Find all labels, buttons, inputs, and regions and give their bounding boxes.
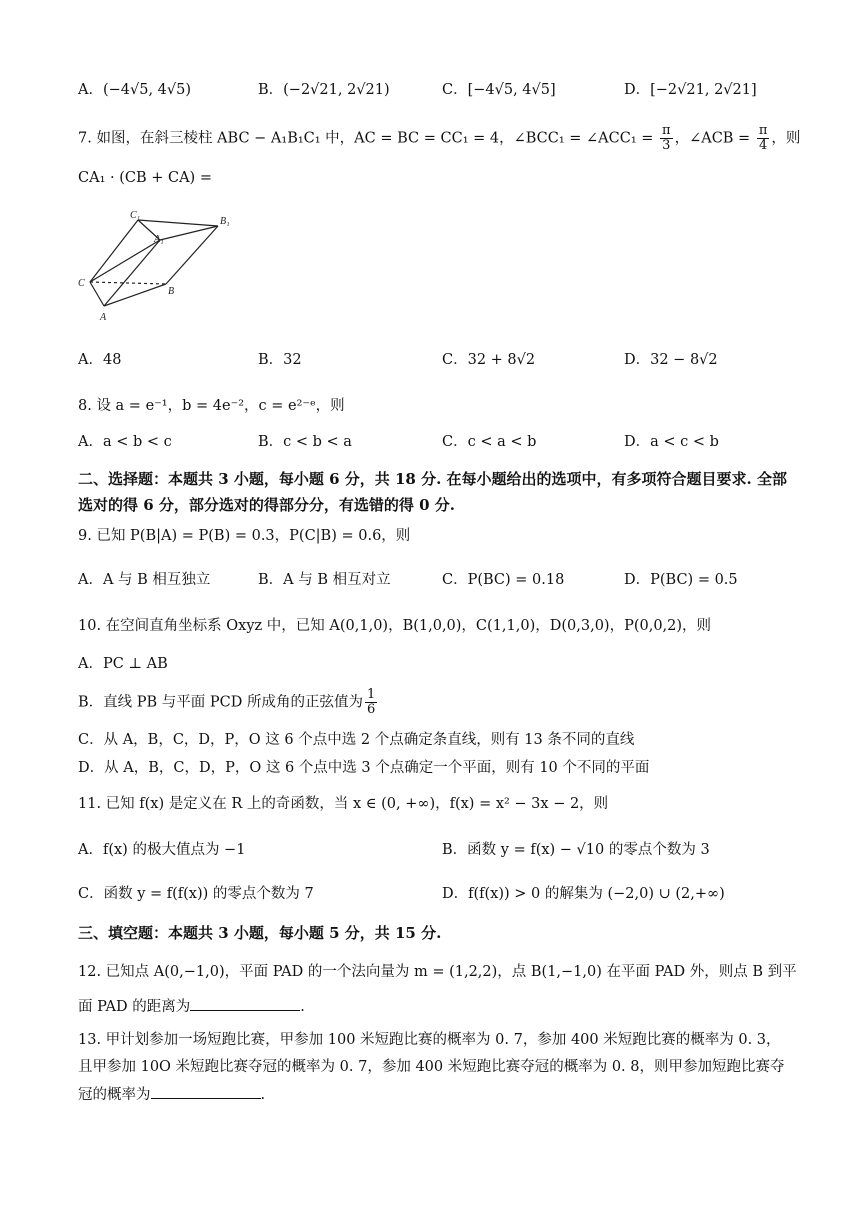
q10-fraction-1-6 xyxy=(365,688,377,717)
label-c: C xyxy=(78,278,85,289)
prism-figure xyxy=(72,210,242,328)
edge-a1-b1 xyxy=(160,226,218,240)
q7-option-a: A．48 xyxy=(78,352,122,368)
q10-option-c: C．从 A，B，C，D，P，O 这 6 个点中选 2 个点确定条直线，则有 13 条不同的直线 xyxy=(78,732,635,748)
q10-frac-num: 1 xyxy=(366,687,376,702)
q8-stem: 8. 设 a = e⁻¹，b = 4e⁻²，c = e²⁻ᵉ，则 xyxy=(78,398,345,414)
q12-answer-blank[interactable] xyxy=(190,996,300,1011)
label-b1: B₁ xyxy=(220,216,230,227)
q7-stem-tail: ，则 xyxy=(771,130,801,147)
q7-option-b: B．32 xyxy=(258,352,302,368)
q8-option-c: C．c < a < b xyxy=(442,434,537,450)
q13-line1: 13. 甲计划参加一场短跑比赛，甲参加 100 米短跑比赛的概率为 0. 7，参加 400 米短跑比赛的概率为 0. 3， xyxy=(78,1032,781,1048)
q8-option-a: A．a < b < c xyxy=(78,434,172,450)
q7-option-c: C．32 + 8√2 xyxy=(442,352,536,368)
label-a: A xyxy=(100,312,107,323)
q7-frac1-num: π xyxy=(662,123,671,138)
q12-line2 xyxy=(78,996,305,1017)
q6-option-d: D．[−2√21, 2√21] xyxy=(624,82,757,98)
q6-option-b: B．(−2√21, 2√21) xyxy=(258,82,390,98)
q9-option-d: D．P(BC) = 0.5 xyxy=(624,572,738,588)
q13-line3-text: 冠的概率为 xyxy=(78,1087,151,1103)
label-b: B xyxy=(168,286,175,297)
q6-option-a: A．(−4√5, 4√5) xyxy=(78,82,192,98)
q7-expression: CA₁ · (CB + CA) = xyxy=(78,170,212,186)
q11-option-b: B．函数 y = f(x) − √10 的零点个数为 3 xyxy=(442,842,710,858)
q11-option-a: A．f(x) 的极大值点为 −1 xyxy=(78,842,246,858)
q11-stem: 11. 已知 f(x) 是定义在 R 上的奇函数，当 x ∈ (0, +∞)，f(x) = x² − 3x − 2，则 xyxy=(78,796,609,812)
q13-line2: 且甲参加 10O 米短跑比赛夺冠的概率为 0. 7，参加 400 米短跑比赛夺冠的概率为 0. 8，则甲参加短跑比赛夺 xyxy=(78,1059,785,1075)
q7-fraction-pi-4 xyxy=(757,124,770,153)
label-c1: C₁ xyxy=(130,210,141,221)
q9-stem: 9. 已知 P(B|A) = P(B) = 0.3，P(C|B) = 0.6，则 xyxy=(78,528,411,544)
q11-option-c: C．函数 y = f(f(x)) 的零点个数为 7 xyxy=(78,886,314,902)
edge-c-a xyxy=(90,282,104,306)
q10-option-b-text: B．直线 PB 与平面 PCD 所成角的正弦值为 xyxy=(78,694,363,711)
edge-c-b-hidden xyxy=(90,282,166,284)
edge-b-b1 xyxy=(166,226,218,284)
q6-option-c: C．[−4√5, 4√5] xyxy=(442,82,556,98)
q13-line3-end: . xyxy=(260,1087,266,1103)
edge-c1-b1 xyxy=(138,220,218,226)
label-a1: A₁ xyxy=(154,234,164,245)
q7-stem xyxy=(78,124,800,153)
q11-option-d: D．f(f(x)) > 0 的解集为 (−2,0) ∪ (2,+∞) xyxy=(442,886,725,902)
q8-option-d: D．a < c < b xyxy=(624,434,719,450)
edge-c-a1 xyxy=(90,240,160,282)
q9-option-c: C．P(BC) = 0.18 xyxy=(442,572,565,588)
q7-frac2-num: π xyxy=(758,123,768,138)
q12-line1: 12. 已知点 A(0,−1,0)，平面 PAD 的一个法向量为 m = (1,2,2)，点 B(1,−1,0) 在平面 PAD 外，则点 B 到平 xyxy=(78,964,797,980)
q10-frac-den: 6 xyxy=(366,702,376,717)
q8-option-b: B．c < b < a xyxy=(258,434,352,450)
section3-heading: 三、填空题：本题共 3 小题，每小题 5 分，共 15 分. xyxy=(78,924,442,942)
q10-option-a: A．PC ⊥ AB xyxy=(78,656,168,672)
q10-stem: 10. 在空间直角坐标系 Oxyz 中，已知 A(0,1,0)，B(1,0,0)，C(1,1,0)，D(0,3,0)，P(0,0,2)，则 xyxy=(78,618,712,634)
q9-option-a: A．A 与 B 相互独立 xyxy=(78,572,211,588)
q10-option-d: D．从 A，B，C，D，P，O 这 6 个点中选 3 个点确定一个平面，则有 10 个不同的平面 xyxy=(78,760,650,776)
q7-fraction-pi-3 xyxy=(660,124,673,153)
section2-heading: 二、选择题：本题共 3 小题，每小题 6 分，共 18 分. 在每小题给出的选项中，有多项符合题目要求. 全部选对的得 6 分，部分选对的得部分分，有选错的得 0 分. xyxy=(78,470,787,514)
q7-frac1-den: 3 xyxy=(662,138,671,153)
q7-option-d: D．32 − 8√2 xyxy=(624,352,718,368)
q12-line2-text: 面 PAD 的距离为 xyxy=(78,999,191,1015)
edge-c-c1 xyxy=(90,220,138,282)
q9-option-b: B．A 与 B 相互对立 xyxy=(258,572,391,588)
q13-answer-blank[interactable] xyxy=(151,1084,261,1099)
q7-stem-mid: ，∠ACB = xyxy=(674,130,755,147)
q7-stem-start: 7. 如图，在斜三棱柱 ABC − A₁B₁C₁ 中，AC = BC = CC₁ = 4，∠BCC₁ = ∠ACC₁ = xyxy=(78,130,659,147)
q7-frac2-den: 4 xyxy=(758,138,768,153)
q13-line3 xyxy=(78,1084,265,1105)
q12-line2-end: . xyxy=(300,999,305,1015)
q10-option-b xyxy=(78,688,379,717)
